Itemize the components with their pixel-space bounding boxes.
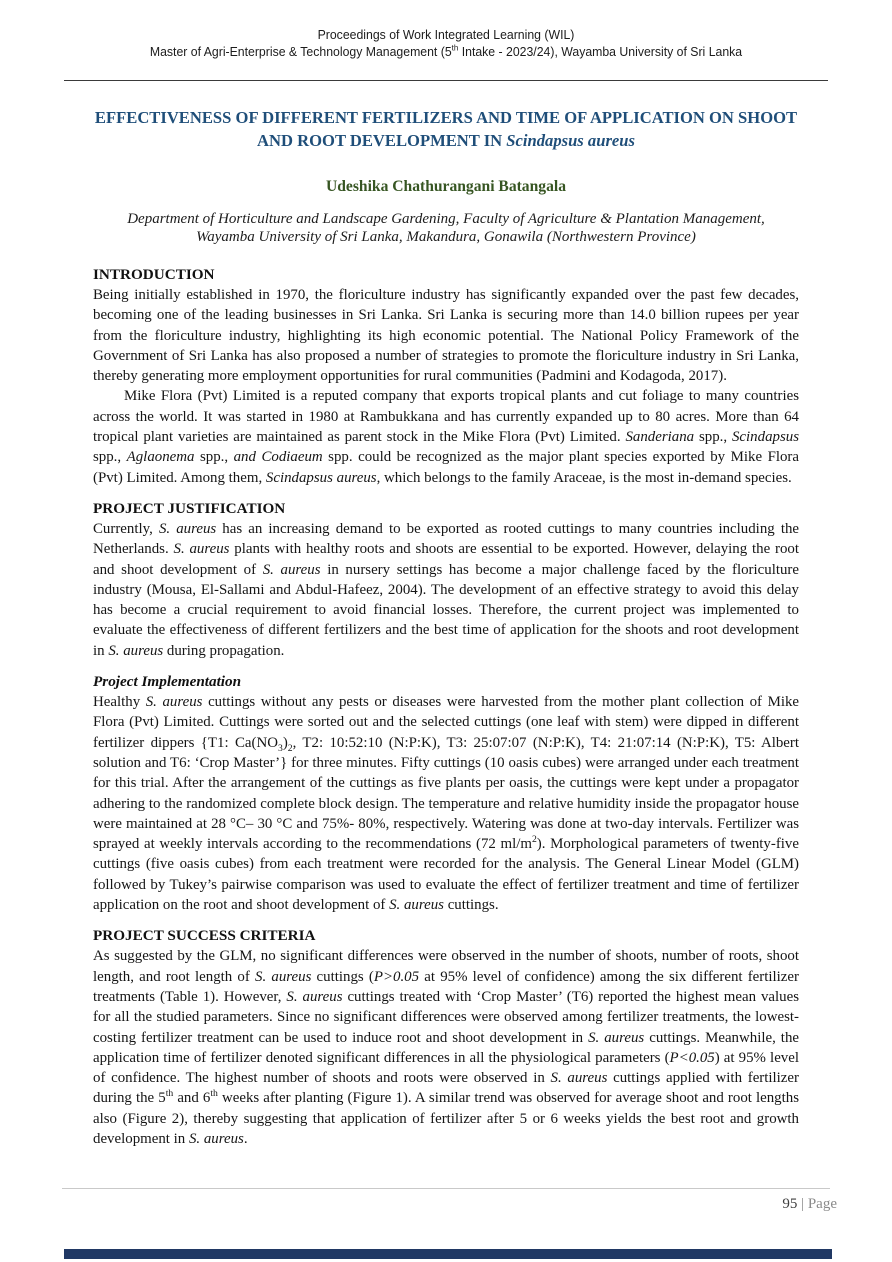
paragraph-introduction-2: Mike Flora (Pvt) Limited is a reputed company that exports tropical plants and cut foliage to many countries across the world. It was started in 1980 at Rambukkana and has currently expanded up to 80 acres. More than 64 tropical plant varieties are maintained as parent stock in the Mike Flora (Pvt) Limited. Sanderiana spp., Scindapsus spp., Aglaonema spp., and Codiaeum spp. could be recognized as the major plant species exported by Mike Flora (Pvt) Limited. Among them, Scindapsus aureus, which belongs to the family Araceae, is the most in-demand species.	[93, 388, 799, 486]
section-heading-project-justification: PROJECT JUSTIFICATION	[93, 499, 286, 517]
author-name: Udeshika Chathurangani Batangala	[325, 178, 567, 195]
affiliation-line-2: Wayamba University of Sri Lanka, Makandura, Gonawila (Northwestern Province)	[196, 229, 696, 245]
paragraph-project-implementation: Healthy S. aureus cuttings without any pests or diseases were harvested from the mother plant collection of Mike Flora (Pvt) Limited. Cuttings were sorted out and the selected cuttings (one leaf with stem) were dipped in different fertilizer dippers {T1: $Ca(NO_3)_2$, T2: 10:52:10 (N:P:K), T3: 25:07:07 (N:P:K), T4: 21:07:14 (N:P:K), T5: Albert solution and T6: ‘Crop Master’} for three minutes. Fifty cuttings (10 oasis cubes) were arranged under each treatment for this trial. After the arrangement of the cuttings as five plants per oasis, the cuttings were kept under a propagator adhering to the randomized complete block design. The temperature and relative humidity inside the propagator house were maintained at 28 °C– 30 °C and 75%- 80%, respectively. Watering was done at two-day intervals. Fertilizer was sprayed at weekly intervals according to the recommendations (72 $ml/m^2$). Morphological parameters of twenty-five cuttings (five oasis cubes) from each treatment were recorded for the analysis. The General Linear Model (GLM) followed by Tukey’s pairwise comparison was used to evaluate the effect of fertilizer treatment and time of fertilizer application on the root and shoot development of S. aureus cuttings.	[93, 694, 800, 914]
paragraph-project-justification: Currently, S. aureus has an increasing demand to be exported as rooted cuttings to many countries including the Netherlands. S. aureus plants with healthy roots and shoots are essential to be exported. However, delaying the root and shoot development of S. aureus in nursery settings has become a major challenge faced by the floriculture industry (Mousa, El-Sallami and Abdul-Hafeez, 2004). The development of an effective strategy to avoid this delay has become a crucial requirement to avoid financial losses. Therefore, the current project was implemented to evaluate the effectiveness of different fertilizers and the best time of application for the shoots and root development in S. aureus during propagation.	[93, 520, 800, 659]
header-divider	[64, 80, 828, 81]
page-number-value: 95	[782, 1196, 798, 1212]
affiliation	[93, 210, 799, 246]
proceedings-header	[118, 26, 775, 60]
section-introduction	[93, 264, 799, 488]
program-line: Master of Agri-Enterprise & Technology Management (5th Intake - 2023/24), Wayamba University of Sri Lanka	[149, 42, 743, 59]
page-number-suffix: | Page	[797, 1196, 837, 1212]
section-heading-introduction: INTRODUCTION	[93, 266, 215, 283]
paragraph-introduction-1: Being initially established in 1970, the floriculture industry has significantly expanded over the past few decades, becoming one of the leading businesses in Sri Lanka. Sri Lanka is securing more than 14.0 billion rupees per year from the floriculture industry, highlighting its high economic potential. The National Policy Framework of the Government of Sri Lanka has also proposed a number of strategies to promote the floriculture industry in Sri Lanka, thereby generating more employment opportunities for rural communities (Padmini and Kodagoda, 2017).	[93, 287, 799, 385]
section-project-justification	[93, 498, 799, 661]
footer-bar	[64, 1249, 832, 1259]
section-heading-project-implementation: Project Implementation	[93, 673, 242, 691]
section-project-implementation	[93, 671, 799, 915]
paper-title: EFFECTIVENESS OF DIFFERENT FERTILIZERS AND TIME OF APPLICATION ON SHOOT AND ROOT DEVELOPMENT IN Scindapsus aureus	[94, 108, 798, 150]
paragraph-project-success-criteria: As suggested by the GLM, no significant differences were observed in the number of shoots, number of roots, shoot length, and root length of S. aureus cuttings (P>0.05 at 95% level of confidence) among the six different fertilizer treatments (Table 1). However, S. aureus cuttings treated with ‘Crop Master’ (T6) reported the highest mean values for all the studied parameters. Since no significant differences were observed among fertilizer treatments, the lowest-costing fertilizer treatment can be used to induce root and shoot development in S. aureus cuttings. Meanwhile, the application time of fertilizer denoted significant differences in all the physiological parameters (P<0.05) at 95% level of confidence. The highest number of shoots and roots were observed in S. aureus cuttings applied with fertilizer during the 5th and 6th weeks after planting (Figure 1). A similar trend was observed for average shoot and root lengths also (Figure 2), thereby suggesting that application of fertilizer after 5 or 6 weeks yields the best root and growth development in S. aureus.	[93, 948, 800, 1147]
section-heading-project-success-criteria: PROJECT SUCCESS CRITERIA	[93, 927, 316, 945]
section-project-success-criteria	[93, 925, 799, 1149]
proceedings-title-line: Proceedings of Work Integrated Learning (WIL)	[317, 27, 575, 42]
page-number	[782, 1196, 837, 1213]
footer-divider	[62, 1188, 830, 1189]
affiliation-line-1: Department of Horticulture and Landscape Gardening, Faculty of Agriculture & Plantation Management,	[127, 211, 765, 227]
